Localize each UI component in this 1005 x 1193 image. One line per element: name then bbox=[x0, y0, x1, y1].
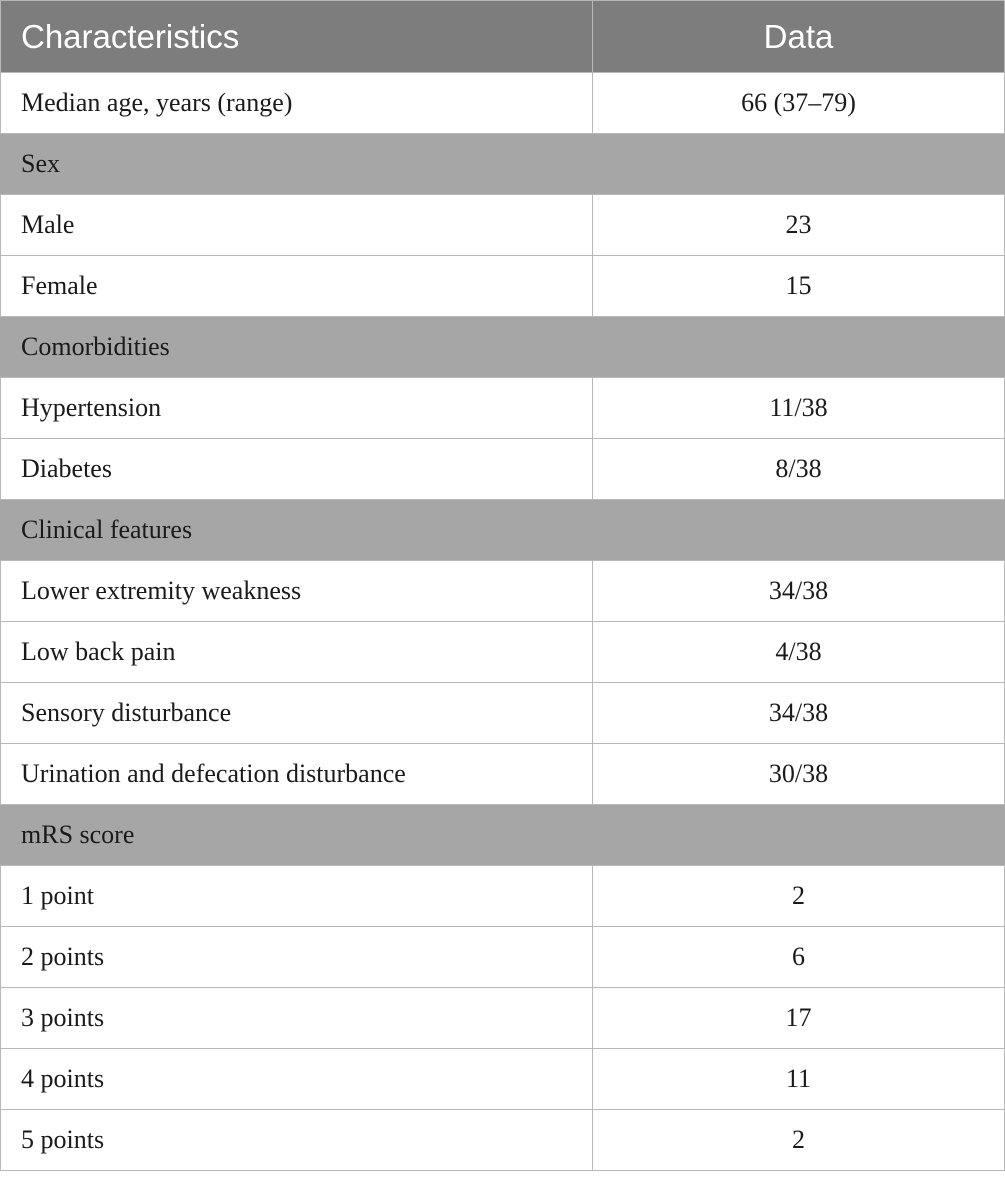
table-row bbox=[1, 73, 1005, 134]
row-label: Diabetes bbox=[1, 439, 593, 500]
row-label: Lower extremity weakness bbox=[1, 561, 593, 622]
group-row bbox=[1, 317, 1005, 378]
row-label: Median age, years (range) bbox=[1, 73, 593, 134]
table-row bbox=[1, 256, 1005, 317]
row-value: 34/38 bbox=[593, 561, 1005, 622]
row-label: Low back pain bbox=[1, 622, 593, 683]
row-value: 66 (37–79) bbox=[593, 73, 1005, 134]
row-value: 2 bbox=[593, 866, 1005, 927]
table-row bbox=[1, 1110, 1005, 1171]
row-label: Sensory disturbance bbox=[1, 683, 593, 744]
group-row bbox=[1, 134, 1005, 195]
table-row bbox=[1, 683, 1005, 744]
row-value: 8/38 bbox=[593, 439, 1005, 500]
row-label: 1 point bbox=[1, 866, 593, 927]
table-row bbox=[1, 866, 1005, 927]
row-label: 3 points bbox=[1, 988, 593, 1049]
table-row bbox=[1, 561, 1005, 622]
row-label: Urination and defecation disturbance bbox=[1, 744, 593, 805]
group-row bbox=[1, 500, 1005, 561]
row-value: 4/38 bbox=[593, 622, 1005, 683]
group-label: mRS score bbox=[1, 805, 1005, 866]
row-label: Hypertension bbox=[1, 378, 593, 439]
row-value: 17 bbox=[593, 988, 1005, 1049]
row-value: 15 bbox=[593, 256, 1005, 317]
row-value: 6 bbox=[593, 927, 1005, 988]
table-row bbox=[1, 378, 1005, 439]
table-row bbox=[1, 1049, 1005, 1110]
table-row bbox=[1, 439, 1005, 500]
row-label: 2 points bbox=[1, 927, 593, 988]
row-value: 23 bbox=[593, 195, 1005, 256]
group-label: Comorbidities bbox=[1, 317, 1005, 378]
table-row bbox=[1, 744, 1005, 805]
group-label: Clinical features bbox=[1, 500, 1005, 561]
row-label: Male bbox=[1, 195, 593, 256]
group-label: Sex bbox=[1, 134, 1005, 195]
table-body bbox=[1, 73, 1005, 1171]
group-row bbox=[1, 805, 1005, 866]
row-value: 34/38 bbox=[593, 683, 1005, 744]
row-label: 5 points bbox=[1, 1110, 593, 1171]
table-row bbox=[1, 927, 1005, 988]
header-row bbox=[1, 1, 1005, 73]
row-value: 2 bbox=[593, 1110, 1005, 1171]
header-data: Data bbox=[593, 1, 1005, 73]
table-header bbox=[1, 1, 1005, 73]
row-label: 4 points bbox=[1, 1049, 593, 1110]
table-row bbox=[1, 195, 1005, 256]
row-value: 11/38 bbox=[593, 378, 1005, 439]
row-label: Female bbox=[1, 256, 593, 317]
header-characteristics: Characteristics bbox=[1, 1, 593, 73]
table-row bbox=[1, 988, 1005, 1049]
row-value: 30/38 bbox=[593, 744, 1005, 805]
row-value: 11 bbox=[593, 1049, 1005, 1110]
table-row bbox=[1, 622, 1005, 683]
